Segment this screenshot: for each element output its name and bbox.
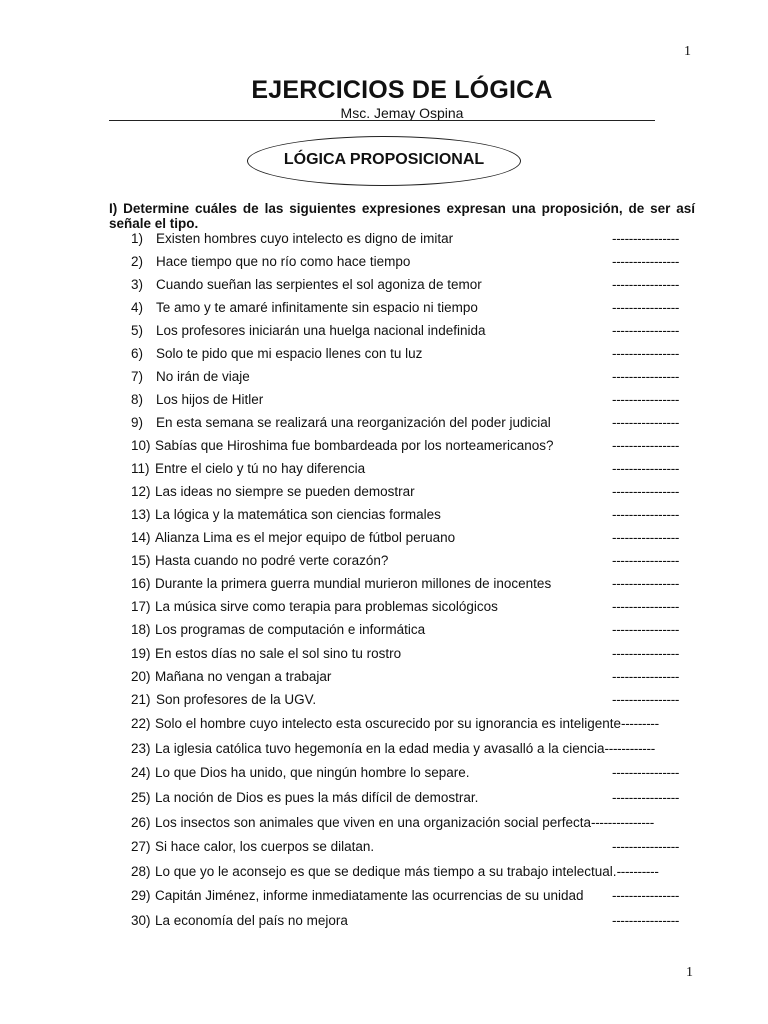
list-item: [0, 599, 768, 619]
item-number: 22): [131, 716, 151, 731]
item-statement: La música sirve como terapia para problemas sicológicos: [155, 599, 498, 614]
list-item: [0, 913, 768, 933]
item-statement: Si hace calor, los cuerpos se dilatan.: [155, 839, 375, 854]
author-name: Msc. Jemay Ospina: [340, 105, 464, 121]
item-number: 28): [131, 864, 151, 879]
item-text: [156, 415, 551, 430]
item-text: [155, 461, 365, 476]
item-statement: No irán de viaje: [156, 369, 250, 384]
item-number: 25): [131, 790, 151, 805]
item-number: 10): [131, 438, 151, 453]
item-number: 21): [131, 692, 151, 707]
answer-blank[interactable]: ----------------: [612, 461, 680, 476]
item-statement: Entre el cielo y tú no hay diferencia: [155, 461, 366, 476]
list-item: [0, 839, 768, 859]
answer-blank[interactable]: ----------------: [612, 300, 680, 315]
answer-blank[interactable]: ----------------: [612, 277, 680, 292]
item-number: 29): [131, 888, 151, 903]
item-number: 8): [131, 392, 144, 407]
list-item: [0, 716, 768, 736]
item-statement: Lo que Dios ha unido, que ningún hombre lo separe.: [155, 765, 470, 780]
answer-blank[interactable]: ----------------: [612, 415, 680, 430]
answer-blank[interactable]: ----------------: [612, 599, 680, 614]
item-statement: Mañana no vengan a trabajar: [155, 669, 332, 684]
item-statement: Capitán Jiménez, informe inmediatamente las ocurrencias de su unidad: [155, 888, 584, 903]
item-text: [155, 622, 425, 637]
item-text: [156, 323, 485, 338]
list-item: [0, 692, 768, 712]
answer-blank[interactable]: ----------------: [612, 669, 680, 684]
list-item: [0, 346, 768, 366]
list-item: [0, 864, 768, 884]
item-text: [156, 346, 422, 361]
list-item: [0, 790, 768, 810]
section-title: LÓGICA PROPOSICIONAL: [283, 151, 485, 168]
item-statement: Sabías que Hiroshima fue bombardeada por los norteamericanos?: [155, 438, 554, 453]
item-text: [155, 576, 551, 591]
item-statement: Hasta cuando no podré verte corazón?: [155, 553, 389, 568]
item-number: 14): [131, 530, 151, 545]
item-statement: Existen hombres cuyo intelecto es digno de imitar: [156, 231, 454, 246]
answer-blank[interactable]: ----------------: [612, 254, 680, 269]
list-item: [0, 484, 768, 504]
item-number: 16): [131, 576, 151, 591]
item-text: [156, 300, 478, 315]
item-text: [155, 741, 655, 756]
answer-blank[interactable]: ----------------: [612, 369, 680, 384]
item-number: 24): [131, 765, 151, 780]
answer-blank[interactable]: ----------------: [612, 692, 680, 707]
item-statement: Lo que yo le aconsejo es que se dedique más tiempo a su trabajo intelectual.: [155, 864, 617, 879]
item-statement: En estos días no sale el sol sino tu rostro: [155, 646, 402, 661]
list-item: [0, 669, 768, 689]
list-item: [0, 553, 768, 573]
list-item: [0, 392, 768, 412]
item-number: 11): [131, 461, 150, 476]
item-statement: En esta semana se realizará una reorganización del poder judicial: [156, 415, 551, 430]
list-item: [0, 369, 768, 389]
item-number: 12): [131, 484, 151, 499]
answer-blank[interactable]: ----------------: [612, 346, 680, 361]
item-statement: Los programas de computación e informática: [155, 622, 426, 637]
item-text: [155, 913, 348, 928]
answer-blank[interactable]: ----------------: [612, 765, 680, 780]
answer-blank[interactable]: ----------------: [612, 392, 680, 407]
item-text: [155, 669, 331, 684]
answer-blank[interactable]: ----------------: [612, 231, 680, 246]
answer-blank[interactable]: ----------------: [612, 576, 680, 591]
answer-blank[interactable]: ----------------: [612, 438, 680, 453]
answer-blank[interactable]: ----------------: [612, 913, 680, 928]
exercise-instruction: I) Determine cuáles de las siguientes expresiones expresan una proposición, de ser así señale el tipo.: [109, 201, 695, 231]
item-number: 1): [131, 231, 144, 246]
list-item: [0, 438, 768, 458]
item-text: [156, 231, 453, 246]
list-item: [0, 741, 768, 761]
item-text: [156, 277, 482, 292]
item-number: 5): [131, 323, 144, 338]
answer-blank[interactable]: ----------------: [612, 622, 680, 637]
answer-blank[interactable]: ----------------: [612, 646, 680, 661]
item-text: [155, 790, 478, 805]
item-statement: Los insectos son animales que viven en una organización social perfecta: [155, 815, 592, 830]
list-item: [0, 507, 768, 527]
item-number: 2): [131, 254, 144, 269]
answer-blank[interactable]: ----------------: [612, 530, 680, 545]
item-text: [155, 507, 441, 522]
item-text: [155, 765, 469, 780]
item-statement: La economía del país no mejora: [155, 913, 348, 928]
item-statement: La iglesia católica tuvo hegemonía en la edad media y avasalló a la ciencia: [155, 741, 605, 756]
item-statement: Durante la primera guerra mundial murieron millones de inocentes: [155, 576, 552, 591]
item-statement: Las ideas no siempre se pueden demostrar: [155, 484, 415, 499]
item-number: 17): [131, 599, 151, 614]
item-text: [156, 254, 410, 269]
list-item: [0, 888, 768, 908]
list-item: [0, 622, 768, 642]
answer-blank[interactable]: ----------------: [612, 790, 680, 805]
item-number: 26): [131, 815, 151, 830]
list-item: [0, 461, 768, 481]
list-item: [0, 254, 768, 274]
answer-blank[interactable]: ----------------: [612, 888, 680, 903]
list-item: [0, 415, 768, 435]
item-text: [155, 484, 415, 499]
answer-blank[interactable]: ----------: [616, 864, 659, 879]
item-text: [156, 392, 263, 407]
item-number: 20): [131, 669, 151, 684]
answer-blank[interactable]: ---------------: [591, 815, 654, 830]
item-statement: Son profesores de la UGV.: [156, 692, 317, 707]
item-text: [156, 692, 316, 707]
answer-blank[interactable]: ----------------: [612, 507, 680, 522]
item-number: 4): [131, 300, 144, 315]
item-number: 6): [131, 346, 144, 361]
item-text: [155, 864, 659, 879]
item-number: 30): [131, 913, 151, 928]
item-text: [155, 716, 659, 731]
list-item: [0, 815, 768, 835]
page-number-top: 1: [684, 44, 691, 59]
item-statement: Solo el hombre cuyo intelecto esta oscurecido por su ignorancia es inteligente: [155, 716, 622, 731]
document-title: EJERCICIOS DE LÓGICA: [251, 76, 553, 104]
item-text: [155, 599, 498, 614]
answer-blank[interactable]: ----------------: [612, 839, 680, 854]
item-number: 13): [131, 507, 151, 522]
list-item: [0, 576, 768, 596]
list-item: [0, 323, 768, 343]
item-statement: Los hijos de Hitler: [156, 392, 264, 407]
item-statement: La lógica y la matemática son ciencias formales: [155, 507, 441, 522]
item-statement: Cuando sueñan las serpientes el sol agoniza de temor: [156, 277, 482, 292]
item-statement: Los profesores iniciarán una huelga nacional indefinida: [156, 323, 486, 338]
list-item: [0, 530, 768, 550]
answer-blank[interactable]: ---------: [621, 716, 659, 731]
item-text: [155, 888, 583, 903]
item-text: [155, 839, 374, 854]
answer-blank[interactable]: ----------------: [612, 323, 680, 338]
list-item: [0, 231, 768, 251]
list-item: [0, 300, 768, 320]
item-text: [155, 553, 388, 568]
list-item: [0, 277, 768, 297]
list-item: [0, 646, 768, 666]
item-number: 23): [131, 741, 151, 756]
item-number: 7): [131, 369, 144, 384]
answer-blank[interactable]: ------------: [604, 741, 655, 756]
list-item: [0, 765, 768, 785]
item-text: [155, 438, 553, 453]
item-statement: Solo te pido que mi espacio llenes con tu luz: [156, 346, 423, 361]
item-text: [155, 815, 654, 830]
item-number: 27): [131, 839, 151, 854]
answer-blank[interactable]: ----------------: [612, 484, 680, 499]
item-number: 3): [131, 277, 144, 292]
item-statement: La noción de Dios es pues la más difícil de demostrar.: [155, 790, 479, 805]
item-text: [155, 646, 401, 661]
item-number: 15): [131, 553, 151, 568]
answer-blank[interactable]: ----------------: [612, 553, 680, 568]
item-number: 18): [131, 622, 151, 637]
page-number-bottom: 1: [686, 965, 693, 980]
item-text: [156, 369, 250, 384]
item-statement: Te amo y te amaré infinitamente sin espacio ni tiempo: [156, 300, 478, 315]
item-number: 19): [131, 646, 151, 661]
item-text: [155, 530, 455, 545]
item-statement: Alianza Lima es el mejor equipo de fútbol peruano: [155, 530, 456, 545]
item-statement: Hace tiempo que no río como hace tiempo: [156, 254, 411, 269]
item-number: 9): [131, 415, 144, 430]
